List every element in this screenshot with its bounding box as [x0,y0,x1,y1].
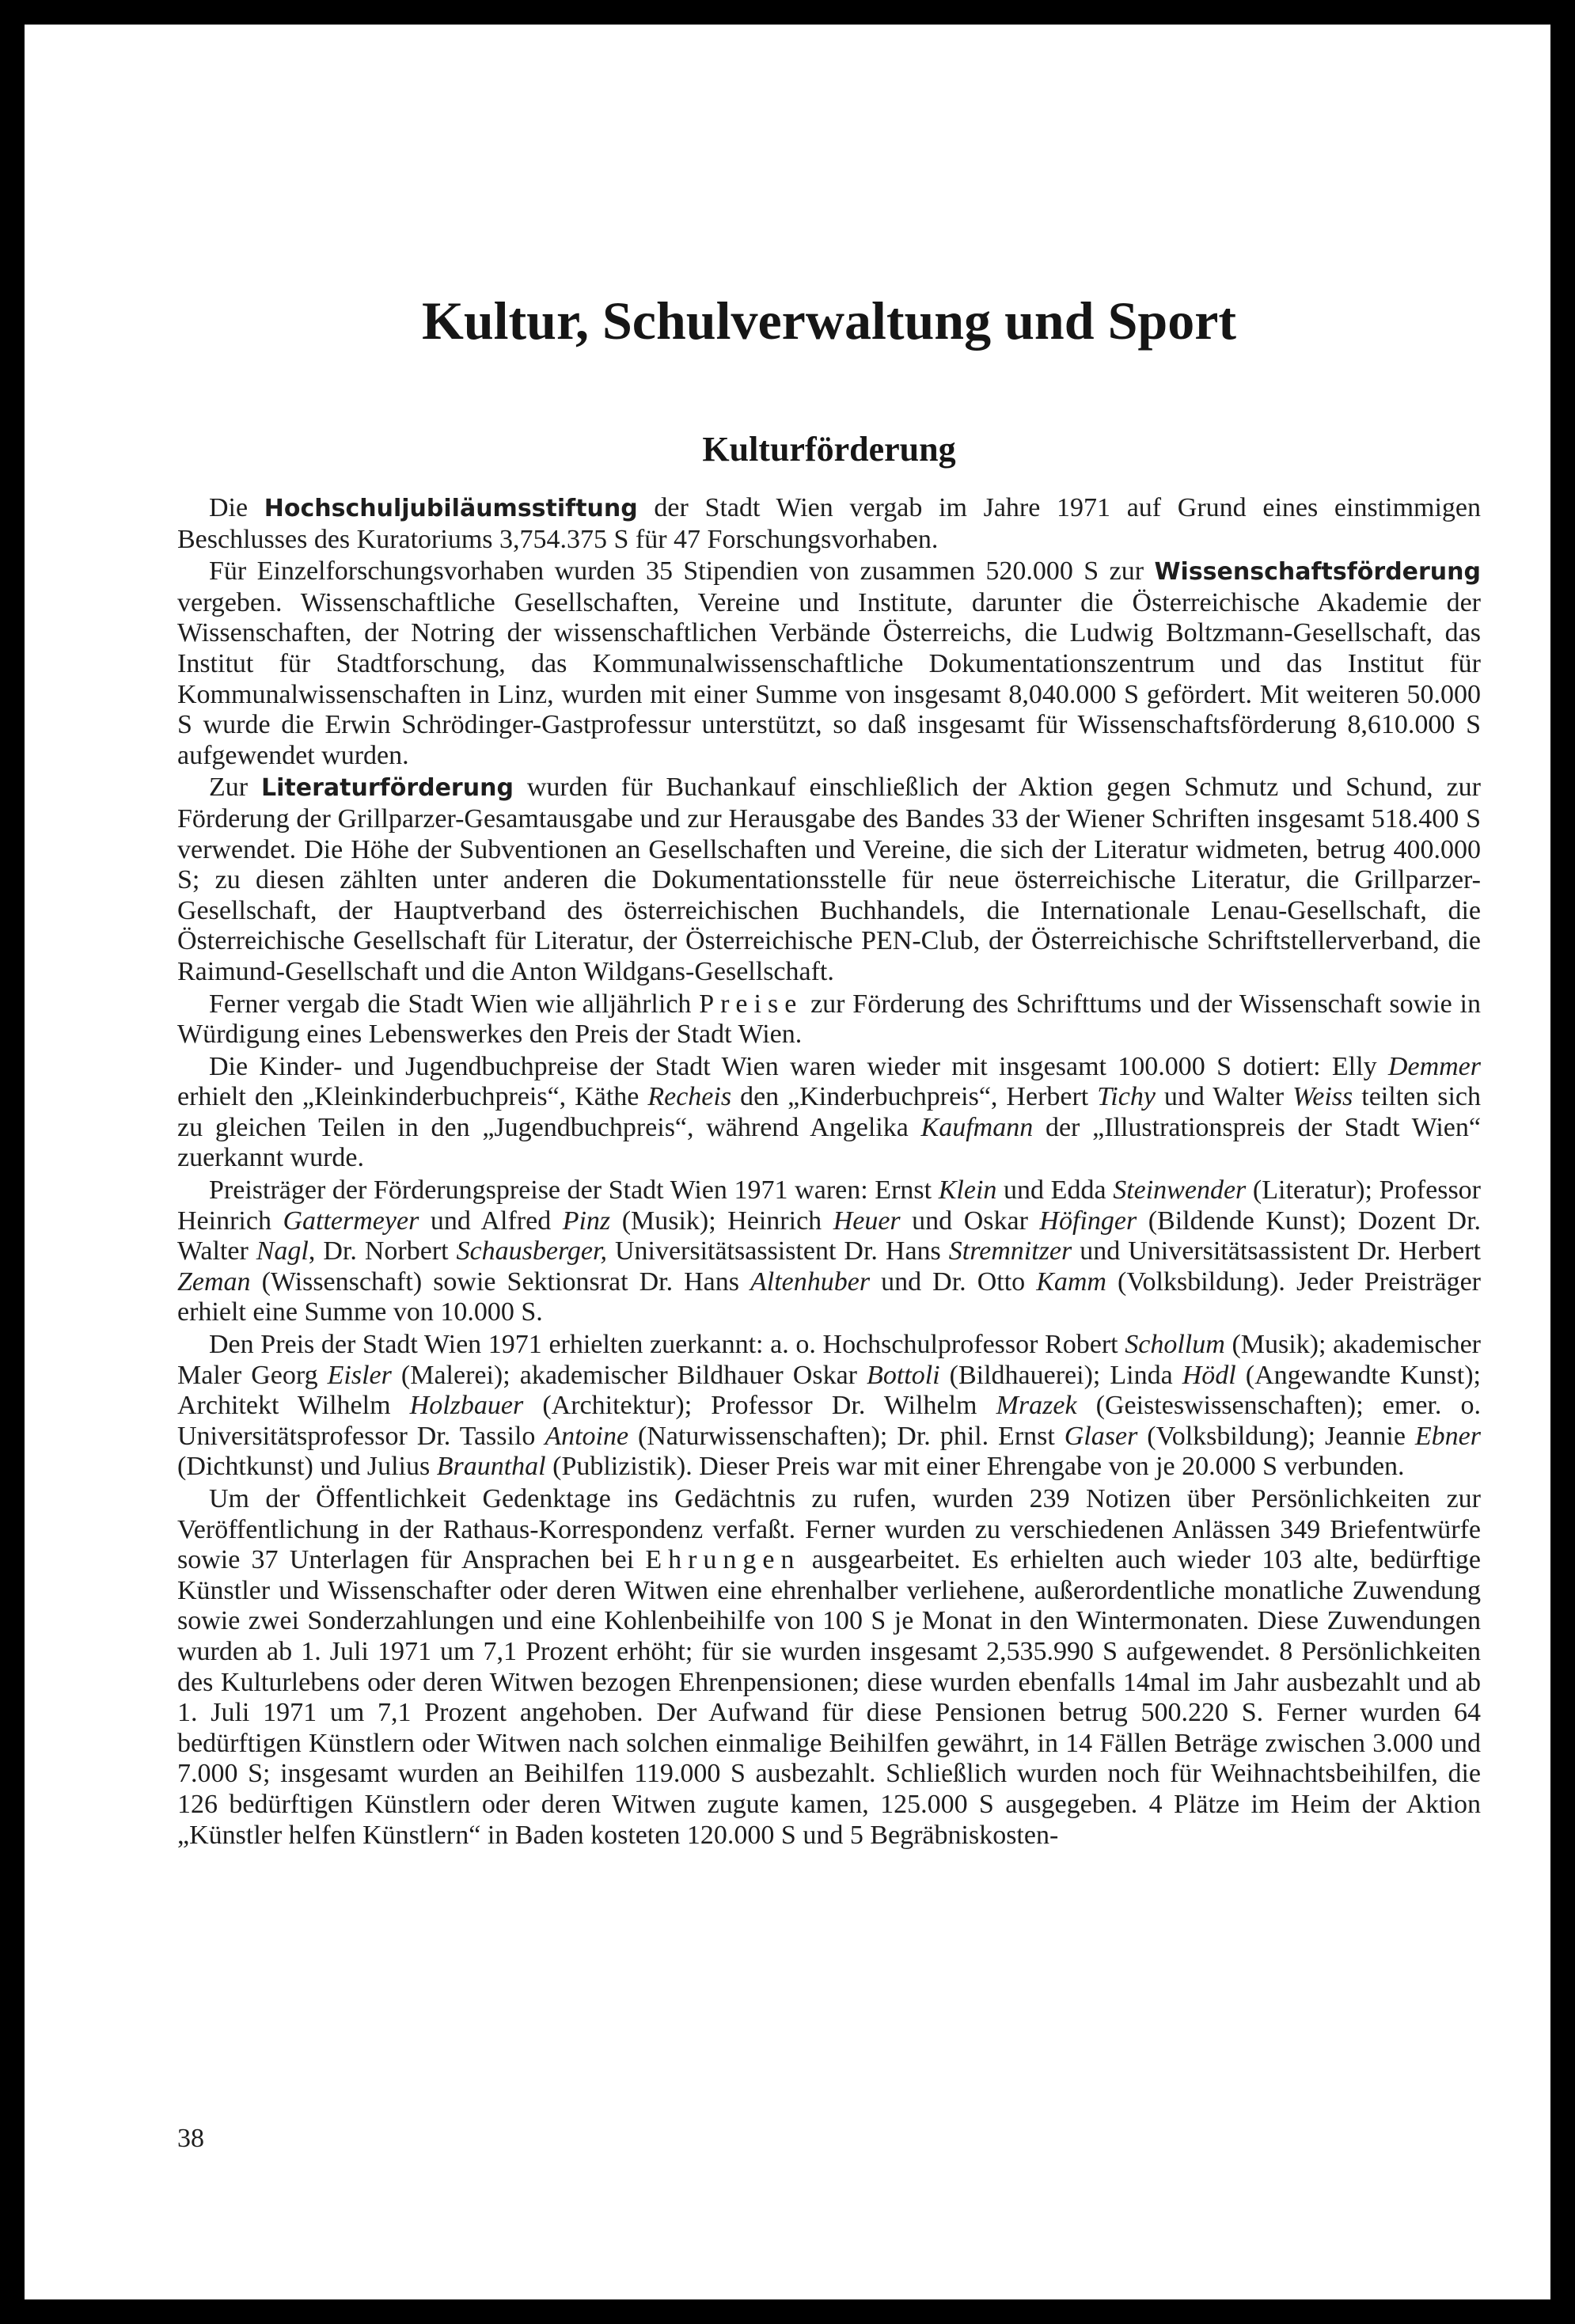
italic-name: Glaser [1064,1421,1138,1451]
paragraph-jugendbuchpreise [177,1052,1481,1174]
italic-name: Heuer [833,1206,901,1236]
italic-name: Ebner [1414,1421,1481,1451]
bold-term: Literaturförderung [261,774,514,803]
paragraph-preise [177,989,1481,1050]
text-run: , Dr. Norbert [308,1236,457,1266]
paragraph-ehrungen [177,1484,1481,1851]
text-run: (Volksbildung); Jeannie [1137,1421,1415,1451]
text-run: Die [209,493,264,522]
section-title: Kulturförderung [702,430,956,469]
italic-name: Schausberger, [456,1236,607,1266]
text-run: zur Förderung des Schrifttums und der Wissenschaft sowie in Würdigung eines Lebenswerkes den Preis der Stadt Wien. [177,989,1481,1050]
text-run: Preisträger der Förderungspreise der Stadt Wien 1971 waren: Ernst [209,1175,939,1206]
text-run: erhielt den „Kleinkinderbuchpreis“, Käthe [177,1082,648,1112]
text-run: (Geisteswissenschaften); emer. o. Universitätsprofessor Dr. Tassilo [177,1391,1481,1451]
text-run: und Alfred [419,1206,563,1236]
italic-name: Tichy [1097,1082,1156,1112]
text-run: (Wissenschaft) sowie Sektionsrat Dr. Hans [250,1266,751,1297]
italic-name: Steinwender [1113,1175,1247,1206]
text-run: (Architektur); Professor Dr. Wilhelm [523,1391,996,1421]
paragraph-foerderungspreise [177,1175,1481,1328]
spaced-term: Ehrungen [645,1545,801,1575]
text-run: vergeben. Wissenschaftliche Gesellschaften, Vereine und Institute, darunter die Österreichische Akademie der Wissenschaften, der Notring der wissenschaftlichen Verbände Österreichs, die Ludwig Boltzmann-Gesellschaft, das Institut für Stadtforschung, das Kommunalwissenschaftliche Dokumentationszentrum und das Institut für Kommunalwissenschaften in Linz, wurden mit einer Summe von insgesamt 8,040.000 S gefördert. Mit weiteren 50.000 S wurde die Erwin Schrödinger-Gastprofessur unterstützt, so daß insgesamt für Wissenschaftsförderung 8,610.000 S aufgewendet wurden. [177,587,1481,770]
text-run: und Universitätsassistent Dr. Herbert [1072,1236,1481,1266]
italic-name: Demmer [1387,1051,1481,1081]
text-run: und Walter [1155,1082,1293,1112]
paragraph-literaturfoerderung [177,773,1481,987]
text-run: den „Kinderbuchpreis“, Herbert [731,1082,1098,1112]
text-run: (Literatur); Professor Heinrich [177,1175,1481,1236]
text-run: (Naturwissenschaften); Dr. phil. Ernst [628,1421,1065,1451]
text-run: (Musik); Heinrich [610,1206,833,1236]
text-run: und Dr. Otto [870,1266,1037,1297]
text-run: (Angewandte Kunst); Architekt Wilhelm [177,1360,1481,1421]
document-page [25,25,1550,2299]
italic-name: Bottoli [867,1360,940,1390]
text-run: wurden für Buchankauf einschließlich der Aktion gegen Schmutz und Schund, zur Förderung der Grillparzer-Gesamtausgabe und zur Herausgabe des Bandes 33 der Wiener Schriften insgesamt 518.400 S verwendet. Die Höhe der Subventionen an Gesellschaften und Vereine, die sich der Literatur widmeten, betrug 400.000 S; zu diesen zählten unter anderen die Dokumentationsstelle für neue österreichische Literatur, die Grillparzer-Gesellschaft, der Hauptverband des österreichischen Buchhandels, die Internationale Lenau-Gesellschaft, die Österreichische Gesellschaft für Literatur, der Österreichische PEN-Club, der Österreichische Schriftstellerverband, die Raimund-Gesellschaft und die Anton Wildgans-Gesellschaft. [177,773,1481,986]
paragraph-wissenschaftsfoerderung [177,556,1481,771]
italic-name: Höfinger [1039,1206,1137,1236]
italic-name: Schollum [1125,1330,1225,1360]
text-run: (Bildende Kunst); Dozent Dr. Walter [177,1206,1482,1266]
italic-name: Nagl [256,1236,309,1266]
text-run: ausgearbeitet. Es erhielten auch wieder 103 alte, bedürftige Künstler und Wissenschafter oder deren Witwen eine ehrenhalber verliehene, außerordentliche monatliche Zuwendung sowie zwei Sonderzahlungen und eine Kohlenbeihilfe von 100 S je Monat in den Wintermonaten. Diese Zuwendungen wurden ab 1. Juli 1971 um 7,1 Prozent erhöht; für sie wurden insgesamt 2,535.990 S aufgewendet. 8 Persönlichkeiten des Kulturlebens oder deren Witwen bezogen Ehrenpensionen; diese wurden ebenfalls 14mal im Jahr ausbezahlt und ab 1. Juli 1971 um 7,1 Prozent angehoben. Der Aufwand für diese Pensionen betrug 500.220 S. Ferner wurden 64 bedürftigen Künstlern oder Witwen nach solchen einmalige Beihilfen gewährt, in 14 Fällen Beträge zwischen 3.000 und 7.000 S; insgesamt wurden an Beihilfen 119.000 S ausbezahlt. Schließlich wurden noch für Weihnachtsbeihilfen, die 126 bedürftigen Künstlern oder deren Witwen zugute kamen, 125.000 S ausgegeben. 4 Plätze im Heim der Aktion „Künstler helfen Künstlern“ in Baden kosteten 120.000 S und 5 Begräbniskosten- [177,1545,1481,1850]
paragraph-hochschuljubilaeumsstiftung [177,493,1481,555]
italic-name: Antoine [545,1421,629,1451]
italic-name: Braunthal [436,1452,546,1482]
bold-term: Hochschuljubiläumsstiftung [264,495,638,522]
text-run: der Stadt Wien vergab im Jahre 1971 auf Grund eines einstimmigen Beschlusses des Kuratoriums 3,754.375 S für 47 Forschungsvorhaben. [177,493,1481,554]
text-run: (Malerei); akademischer Bildhauer Oskar [391,1360,867,1390]
text-run: (Bildhauerei); Linda [939,1360,1182,1390]
chapter-title: Kultur, Schulverwaltung und Sport [421,290,1237,351]
text-run: Um der Öffentlichkeit Gedenktage ins Gedächtnis zu rufen, wurden 239 Notizen über Persönlichkeiten zur Veröffentlichung in der Rathaus-Korrespondenz verfaßt. Ferner wurden zu verschiedenen Anlässen 349 Briefentwürfe sowie 37 Unterlagen für Ansprachen bei [177,1484,1481,1575]
text-run: Universitätsassistent Dr. Hans [606,1236,949,1266]
italic-name: Klein [938,1175,997,1206]
text-run: Ferner vergab die Stadt Wien wie alljährlich [209,989,700,1019]
italic-name: Stremnitzer [948,1236,1072,1266]
text-run: Für Einzelforschungsvorhaben wurden 35 Stipendien von zusammen 520.000 S zur [209,556,1155,587]
italic-name: Kamm [1036,1266,1106,1297]
italic-name: Altenhuber [750,1266,871,1297]
text-run: (Publizistik). Dieser Preis war mit einer Ehrengabe von je 20.000 S verbunden. [545,1452,1405,1482]
italic-name: Hödl [1182,1360,1236,1390]
text-run: (Volksbildung). Jeder Preisträger erhielt eine Summe von 10.000 S. [177,1266,1481,1327]
text-run: und Oskar [900,1206,1040,1236]
text-run: Die Kinder- und Jugendbuchpreise der Stadt Wien waren wieder mit insgesamt 100.000 S dotiert: Elly [209,1051,1388,1081]
text-run: (Dichtkunst) und Julius [177,1452,437,1482]
bold-term: Wissenschaftsförderung [1154,558,1481,587]
italic-name: Zeman [177,1266,251,1297]
italic-name: Gattermeyer [283,1206,419,1236]
text-run: Zur [209,773,262,803]
body-text [177,493,1481,1851]
italic-name: Mrazek [996,1391,1077,1421]
text-run: Den Preis der Stadt Wien 1971 erhielten zuerkannt: a. o. Hochschulprofessor Robert [209,1330,1125,1360]
italic-name: Kaufmann [920,1112,1034,1142]
italic-name: Eisler [327,1360,392,1390]
italic-name: Holzbauer [409,1391,524,1421]
page-number: 38 [177,2124,204,2153]
paragraph-preis-der-stadt-wien [177,1330,1481,1483]
text-run: der „Illustrationspreis der Stadt Wien“ zuerkannt wurde. [177,1112,1481,1173]
italic-name: Pinz [562,1206,611,1236]
italic-name: Recheis [647,1082,732,1112]
italic-name: Weiss [1292,1082,1353,1112]
text-run: teilten sich zu gleichen Teilen in den „Jugendbuchpreis“, während Angelika [177,1082,1481,1142]
text-run: (Musik); akademischer Maler Georg [177,1330,1481,1390]
spaced-term: Preise [699,989,803,1019]
text-run: und Edda [996,1175,1114,1206]
